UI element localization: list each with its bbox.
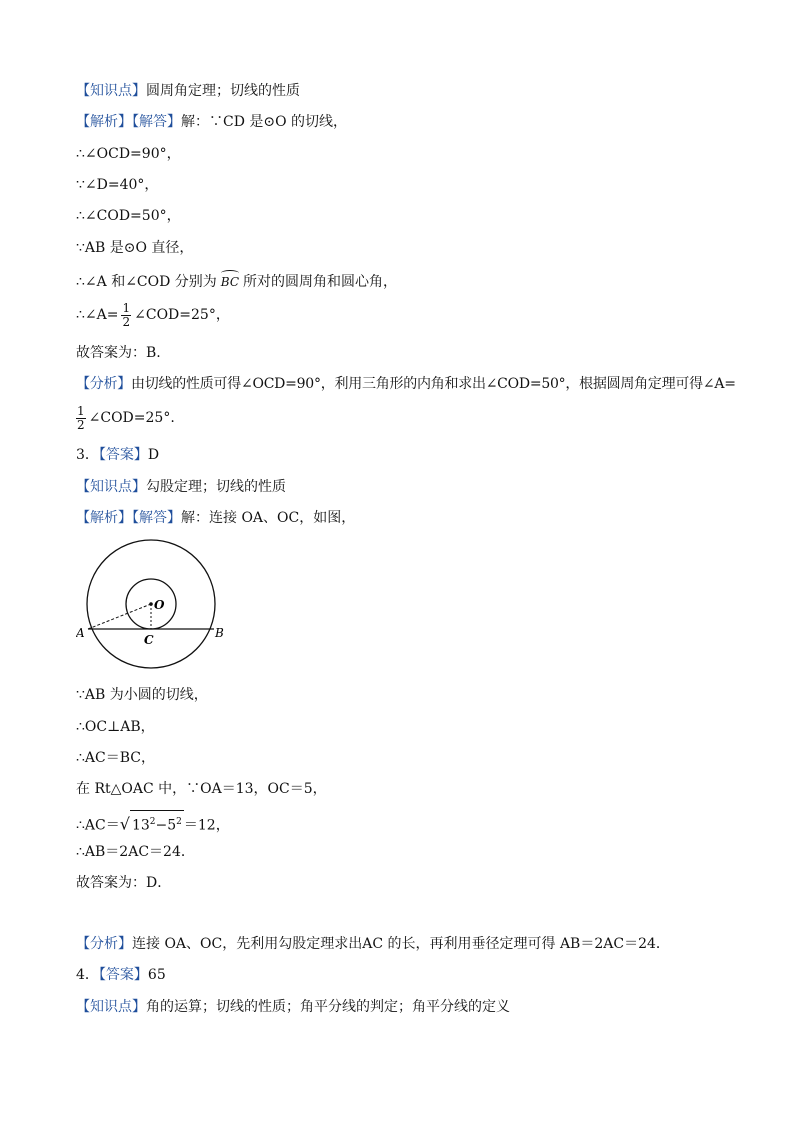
knowledge-line-4: 【知识点】角的运算；切线的性质；角平分线的判定；角平分线的定义	[76, 999, 510, 1015]
center-point	[149, 602, 153, 606]
label-o: O	[154, 598, 165, 612]
analysis-line-3: 【解析】【解答】解：连接 OA、OC，如图，	[76, 510, 356, 526]
answer-line-4: 4．【答案】65	[76, 967, 166, 983]
label-a: A	[76, 626, 85, 640]
analysis-summary-cont: $\frac{1}{2}$ ∠COD=25°.	[77, 403, 175, 432]
answer-conclusion: 故答案为：D．	[76, 875, 172, 891]
step-line: ∴∠OCD=90°，	[76, 146, 181, 162]
step-line-frac: ∴∠A= $\frac{1}{2}$ ∠COD=25°，	[76, 300, 230, 329]
analysis-summary-3: 【分析】连接 OA、OC，先利用勾股定理求出AC 的长，再利用垂径定理可得 AB＝2AC＝24．	[76, 936, 670, 952]
analysis-line-2	[76, 113, 347, 131]
sqrt-expression: $13^2-5^2$	[130, 810, 184, 837]
knowledge-line-3: 【知识点】勾股定理；切线的性质	[76, 479, 286, 495]
step-line: ∵AB 为小圆的切线，	[76, 687, 208, 703]
fraction: $\frac{1}{2}$	[122, 300, 131, 329]
concentric-circles-diagram	[76, 536, 236, 676]
step-line: ∴AB＝2AC＝24．	[76, 844, 195, 860]
analysis-summary: 【分析】由切线的性质可得∠OCD=90°，利用三角形的内角和求出∠COD=50°，根据圆周角定理可得∠A=	[76, 376, 736, 392]
arc-bc: BC	[221, 270, 239, 291]
analysis-tag: 【解析】【解答】	[76, 114, 181, 130]
step-line: ∴OC⊥AB，	[76, 719, 155, 735]
knowledge-text: 圆周角定理；切线的性质	[146, 83, 300, 99]
step-line: ∵AB 是⊙O 直径，	[76, 240, 194, 256]
step-line: ∴∠COD=50°，	[76, 208, 181, 224]
label-b: B	[215, 626, 224, 640]
analysis-text: 解：∵CD 是⊙O 的切线，	[181, 114, 348, 130]
knowledge-tag: 【知识点】	[76, 83, 146, 99]
answer-conclusion: 故答案为：B.	[76, 345, 161, 361]
label-c: C	[144, 633, 154, 647]
segment-oa	[88, 604, 151, 629]
fraction: $\frac{1}{2}$	[77, 403, 85, 432]
step-line: ∴AC＝BC，	[76, 750, 155, 766]
step-line: ∵∠D=40°，	[76, 177, 159, 193]
step-line-arc: ∴∠A 和∠COD 分别为 BC 所对的圆周角和圆心角，	[76, 270, 397, 291]
step-line: 在 Rt△OAC 中，∵OA＝13，OC＝5，	[76, 781, 327, 797]
step-line-sqrt: ∴AC＝√ $13^2-5^2 =12$，	[76, 810, 230, 832]
knowledge-line-2	[76, 82, 300, 100]
answer-line-3: 3．【答案】D	[76, 447, 160, 463]
